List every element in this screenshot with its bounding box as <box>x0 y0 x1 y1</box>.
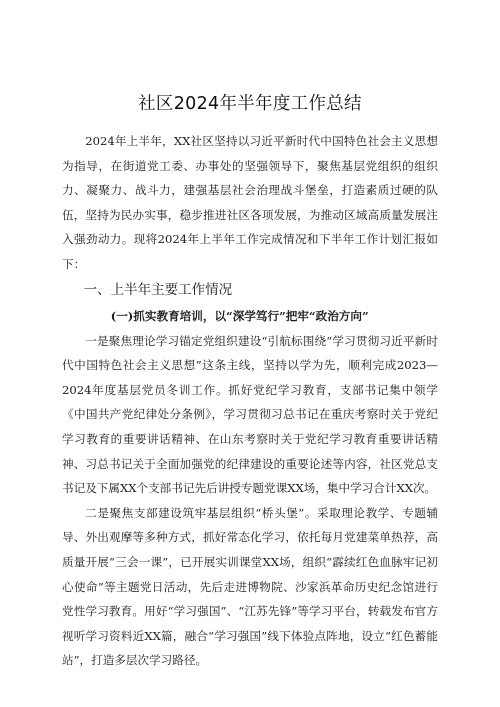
paragraph-theory-study: 一是聚焦理论学习锚定党组织建设“引航标围绕“学习贯彻习近平新时代中国特色社会主义思想”这条主线，坚持以学为先，顺利完成2023—2024年度基层党员冬训工作。抓好党纪学习教育，支部书记集中领学《中国共产党纪律处分条例》，学习贯彻习总书记在重庆考察时关于党纪学习教育的重要讲话精神、在山东考察时关于党纪学习教育重要讲话精神、习总书记关于全面加强党的纪律建设的重要论述等内容，社区党总支书记及下属XX个支部书记先后讲授专题党课XX场，集中学习合计XX次。 <box>62 333 438 496</box>
subsection-heading: (一)抓实教育培训，以“深学笃行”把牢“政治方向” <box>110 308 369 323</box>
paragraph-branch-building: 二是聚焦支部建设筑牢基层组织“桥头堡”。采取理论教学、专题辅导、外出观摩等多种方式，抓好常态化学习，依托每月党建菜单热荐，高质量开展“三会一课”，已开展实训课堂XX场，组织“霹续红色血脉牢记初心使命”等主题党日活动，先后走进博物院、沙家浜革命历史纪念馆进行党性学习教育。用好“学习强国”、“江苏先锋”等学习平台，转载发布官方视听学习资料近XX篇，融合“学习强国”线下体验点阵地，设立“红色蓄能站”，打造多层次学习路径。 <box>62 505 438 668</box>
intro-paragraph: 2024年上半年，XX社区坚持以习近平新时代中国特色社会主义思想为指导，在街道党工委、办事处的坚强领导下，聚焦基层党组织的组织力、凝聚力、战斗力，建强基层社会治理战斗堡垒，打造素质过硬的队伍，坚持为民办实事，稳步推进社区各项发展，为推动区域高质量发展注入强劲动力。现将2024年上半年工作完成情况和下半年工作计划汇报如下： <box>62 134 438 271</box>
section-heading: 一、上半年主要工作情况 <box>83 281 233 298</box>
document-title: 社区2024年半年度工作总结 <box>138 94 362 114</box>
